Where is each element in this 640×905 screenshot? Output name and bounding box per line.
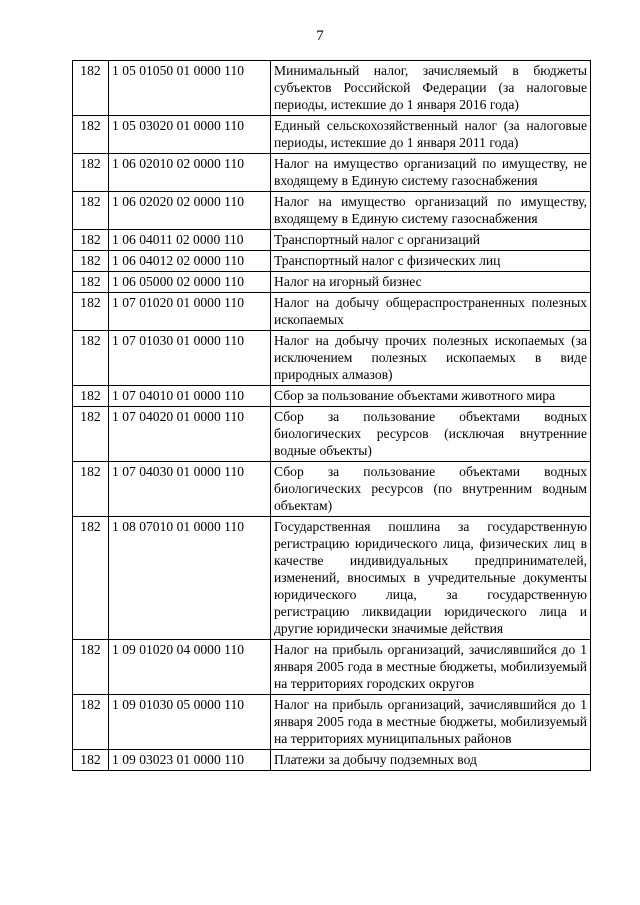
budget-classification-code-cell: 1 07 04020 01 0000 110 xyxy=(109,407,271,462)
page-number: 7 xyxy=(316,28,324,44)
admin-code-cell: 182 xyxy=(73,750,109,771)
table-row xyxy=(73,695,591,750)
income-name-cell: Государственная пошлина за государственную регистрацию юридического лица, физических лиц в качестве индивидуальных предпринимателей, изменений, вносимых в учредительные документы юридического лица, за государственную регистрацию ликвидации юридического лица и другие юридически значимые действия xyxy=(271,517,591,640)
table-row xyxy=(73,640,591,695)
table-row xyxy=(73,116,591,154)
admin-code-cell: 182 xyxy=(73,331,109,386)
income-name-cell: Сбор за пользование объектами водных биологических ресурсов (по внутренним водным объектам) xyxy=(271,462,591,517)
table-row xyxy=(73,462,591,517)
income-name-cell: Минимальный налог, зачисляемый в бюджеты субъектов Российской Федерации (за налоговые периоды, истекшие до 1 января 2016 года) xyxy=(271,61,591,116)
admin-code-cell: 182 xyxy=(73,116,109,154)
admin-code-cell: 182 xyxy=(73,695,109,750)
admin-code-cell: 182 xyxy=(73,272,109,293)
income-name-cell: Платежи за добычу подземных вод xyxy=(271,750,591,771)
admin-code-cell: 182 xyxy=(73,640,109,695)
income-name-cell: Транспортный налог с организаций xyxy=(271,230,591,251)
table-row xyxy=(73,386,591,407)
admin-code-cell: 182 xyxy=(73,192,109,230)
table-row xyxy=(73,293,591,331)
budget-classification-code-cell: 1 07 04010 01 0000 110 xyxy=(109,386,271,407)
admin-code-cell: 182 xyxy=(73,517,109,640)
income-name-cell: Сбор за пользование объектами водных биологических ресурсов (исключая внутренние водные объекты) xyxy=(271,407,591,462)
income-name-cell: Налог на добычу прочих полезных ископаемых (за исключением полезных ископаемых в виде природных алмазов) xyxy=(271,331,591,386)
income-name-cell: Налог на имущество организаций по имуществу, входящему в Единую систему газоснабжения xyxy=(271,192,591,230)
admin-code-cell: 182 xyxy=(73,251,109,272)
admin-code-cell: 182 xyxy=(73,154,109,192)
budget-classification-code-cell: 1 06 04011 02 0000 110 xyxy=(109,230,271,251)
budget-classification-code-cell: 1 08 07010 01 0000 110 xyxy=(109,517,271,640)
budget-classification-code-cell: 1 06 02010 02 0000 110 xyxy=(109,154,271,192)
table-body xyxy=(73,61,591,771)
income-name-cell: Налог на имущество организаций по имуществу, не входящему в Единую систему газоснабжения xyxy=(271,154,591,192)
budget-classification-code-cell: 1 07 01030 01 0000 110 xyxy=(109,331,271,386)
table-row xyxy=(73,61,591,116)
table-row xyxy=(73,251,591,272)
table-row xyxy=(73,272,591,293)
income-name-cell: Налог на игорный бизнес xyxy=(271,272,591,293)
income-name-cell: Налог на прибыль организаций, зачислявшийся до 1 января 2005 года в местные бюджеты, мобилизуемый на территориях муниципальных районов xyxy=(271,695,591,750)
admin-code-cell: 182 xyxy=(73,61,109,116)
table-row xyxy=(73,230,591,251)
table-row xyxy=(73,407,591,462)
table-row xyxy=(73,517,591,640)
budget-classification-code-cell: 1 05 03020 01 0000 110 xyxy=(109,116,271,154)
admin-code-cell: 182 xyxy=(73,462,109,517)
admin-code-cell: 182 xyxy=(73,407,109,462)
budget-classification-code-cell: 1 07 01020 01 0000 110 xyxy=(109,293,271,331)
admin-code-cell: 182 xyxy=(73,230,109,251)
table-row xyxy=(73,331,591,386)
budget-classification-code-cell: 1 06 02020 02 0000 110 xyxy=(109,192,271,230)
table-row xyxy=(73,192,591,230)
income-name-cell: Налог на добычу общераспространенных полезных ископаемых xyxy=(271,293,591,331)
income-name-cell: Сбор за пользование объектами животного мира xyxy=(271,386,591,407)
budget-classification-code-cell: 1 07 04030 01 0000 110 xyxy=(109,462,271,517)
budget-codes-table xyxy=(72,60,591,771)
income-name-cell: Налог на прибыль организаций, зачислявшийся до 1 января 2005 года в местные бюджеты, мобилизуемый на территориях городских округов xyxy=(271,640,591,695)
budget-classification-code-cell: 1 09 01020 04 0000 110 xyxy=(109,640,271,695)
income-name-cell: Транспортный налог с физических лиц xyxy=(271,251,591,272)
budget-classification-code-cell: 1 09 01030 05 0000 110 xyxy=(109,695,271,750)
table-row xyxy=(73,154,591,192)
admin-code-cell: 182 xyxy=(73,386,109,407)
income-name-cell: Единый сельскохозяйственный налог (за налоговые периоды, истекшие до 1 января 2011 года) xyxy=(271,116,591,154)
budget-classification-code-cell: 1 09 03023 01 0000 110 xyxy=(109,750,271,771)
table-row xyxy=(73,750,591,771)
admin-code-cell: 182 xyxy=(73,293,109,331)
budget-classification-code-cell: 1 06 04012 02 0000 110 xyxy=(109,251,271,272)
budget-classification-code-cell: 1 06 05000 02 0000 110 xyxy=(109,272,271,293)
budget-classification-code-cell: 1 05 01050 01 0000 110 xyxy=(109,61,271,116)
